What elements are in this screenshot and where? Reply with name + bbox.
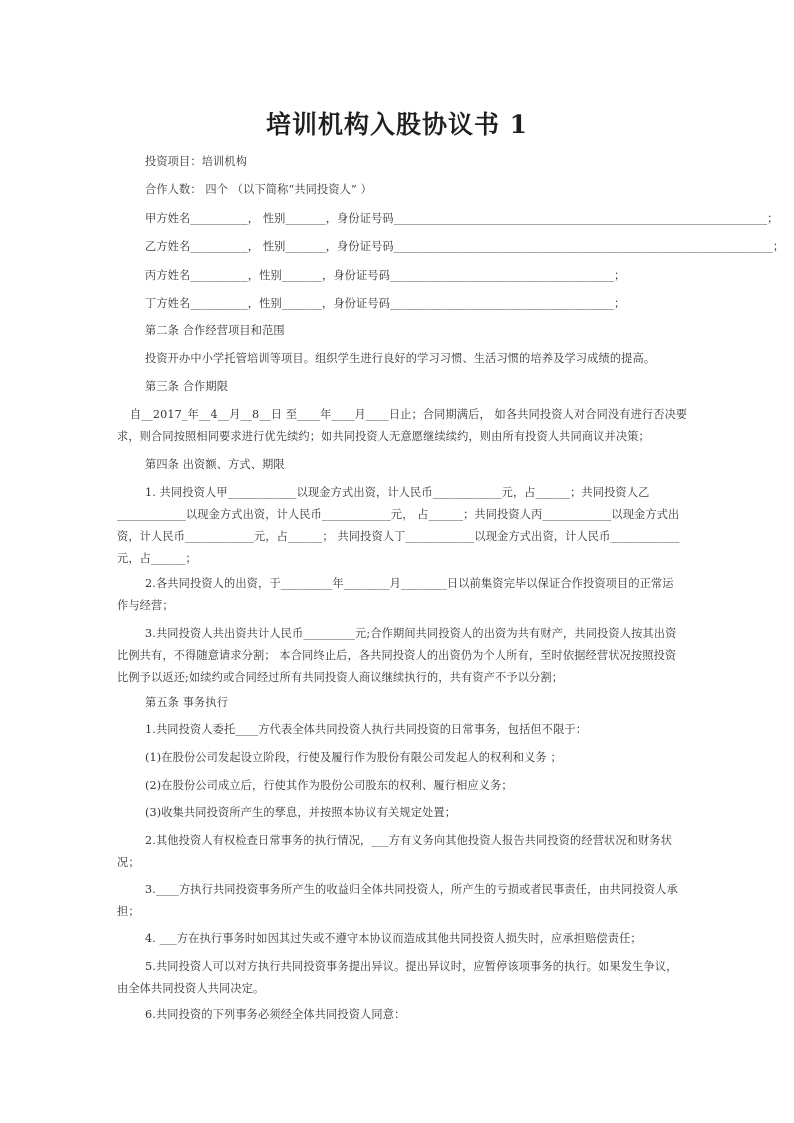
party-d-line: 丁方姓名__________，性别_______，身份证号码_______________________________________； — [145, 297, 626, 310]
article-5-item-1: 1.共同投资人委托____方代表全体共同投资人执行共同投资的日常事务，包括但不限于： — [145, 723, 588, 736]
article-5-item-2-line-1: 2.其他投资人有权检查日常事务的执行情况，___方有义务向其他投资人报告共同投资的经营状况和财务状 — [145, 834, 673, 847]
article-5-item-5-line-1: 5.共同投资人可以对方执行共同投资事务提出异议。提出异议时，应暂停该项事务的执行。如果发生争议， — [145, 960, 678, 973]
party-b-line: 乙方姓名__________， 性别_______，身份证号码__________________________________________________________________； — [145, 240, 785, 253]
document-title: 培训机构入股协议书 1 — [265, 110, 529, 139]
article-5-item-3-line-1: 3.____方执行共同投资事务所产生的收益归全体共同投资人，所产生的亏损或者民事责任，由共同投资人承 — [145, 883, 678, 896]
article-3-line-2: 求，则合同按照相同要求进行优先续约；如共同投资人无意愿继续续约，则由所有投资人共同商议并决策； — [117, 430, 650, 443]
article-4-item-1-line-3: 资，计人民币____________元，占______； 共同投资人丁____________以现金方式出资，计人民币____________ — [117, 530, 680, 543]
article-3-line-1: 自__2017_年__4__月__8__日 至____年____月____日止；合同期满后， 如各共同投资人对合同没有进行否决要 — [130, 408, 688, 421]
article-5-item-3-line-2: 担； — [117, 905, 140, 918]
article-2-body: 投资开办中小学托管培训等项目。组织学生进行良好的学习习惯、生活习惯的培养及学习成绩的提高。 — [145, 352, 656, 365]
article-5-item-4: 4. ___方在执行事务时如因其过失或不遵守本协议而造成其他共同投资人损失时，应承担赔偿责任； — [145, 932, 642, 945]
article-5-item-2-line-2: 况； — [117, 856, 140, 869]
article-4-item-3-line-1: 3.共同投资人共出资共计人民币_________元;合作期间共同投资人的出资为共有财产，共同投资人按其出资 — [145, 627, 677, 640]
article-2-heading: 第二条 合作经营项目和范围 — [145, 324, 285, 337]
party-a-line: 甲方姓名__________， 性别_______，身份证号码_________________________________________________________________； — [145, 212, 779, 225]
article-4-item-1-line-4: 元，占______； — [117, 552, 197, 565]
project-line: 投资项目：培训机构 — [145, 155, 248, 168]
article-5-item-1-c: (3)收集共同投资所产生的孳息，并按照本协议有关规定处置； — [145, 806, 457, 819]
article-4-item-3-line-3: 比例予以返还;如续约或合同经过所有共同投资人商议继续执行的，共有资产不予以分割； — [117, 671, 564, 684]
article-5-heading: 第五条 事务执行 — [145, 696, 229, 709]
article-4-item-1-line-1: 1. 共同投资人甲____________以现金方式出资，计人民币____________元，占______；共同投资人乙 — [145, 486, 650, 499]
article-4-heading: 第四条 出资额、方式、期限 — [145, 458, 285, 471]
article-5-item-5-line-2: 由全体共同投资人共同决定。 — [117, 982, 265, 995]
article-4-item-2-line-1: 2.各共同投资人的出资，于_________年________月________日以前集资完毕以保证合作投资项目的正常运 — [145, 577, 674, 590]
article-4-item-1-line-2: ____________以现金方式出资，计人民币____________元， 占______；共同投资人丙____________以现金方式出 — [117, 508, 680, 521]
article-5-item-6: 6.共同投资的下列事务必须经全体共同投资人同意： — [145, 1008, 406, 1021]
partners-line: 合作人数： 四个 （以下简称“共同投资人” ） — [145, 183, 372, 196]
article-4-item-3-line-2: 比例共有，不得随意请求分割； 本合同终止后，各共同投资人的出资仍为个人所有，至时依据经营状况按照投资 — [117, 649, 677, 662]
party-c-line: 丙方姓名__________，性别_______，身份证号码_______________________________________； — [145, 269, 626, 282]
article-5-item-1-a: (1)在股份公司发起设立阶段，行使及履行作为股份有限公司发起人的权利和义务 ； — [145, 751, 562, 764]
article-5-item-1-b: (2)在股份公司成立后，行使其作为股份公司股东的权利、履行相应义务； — [145, 779, 513, 792]
article-3-heading: 第三条 合作期限 — [145, 380, 229, 393]
article-4-item-2-line-2: 作与经营； — [117, 599, 174, 612]
